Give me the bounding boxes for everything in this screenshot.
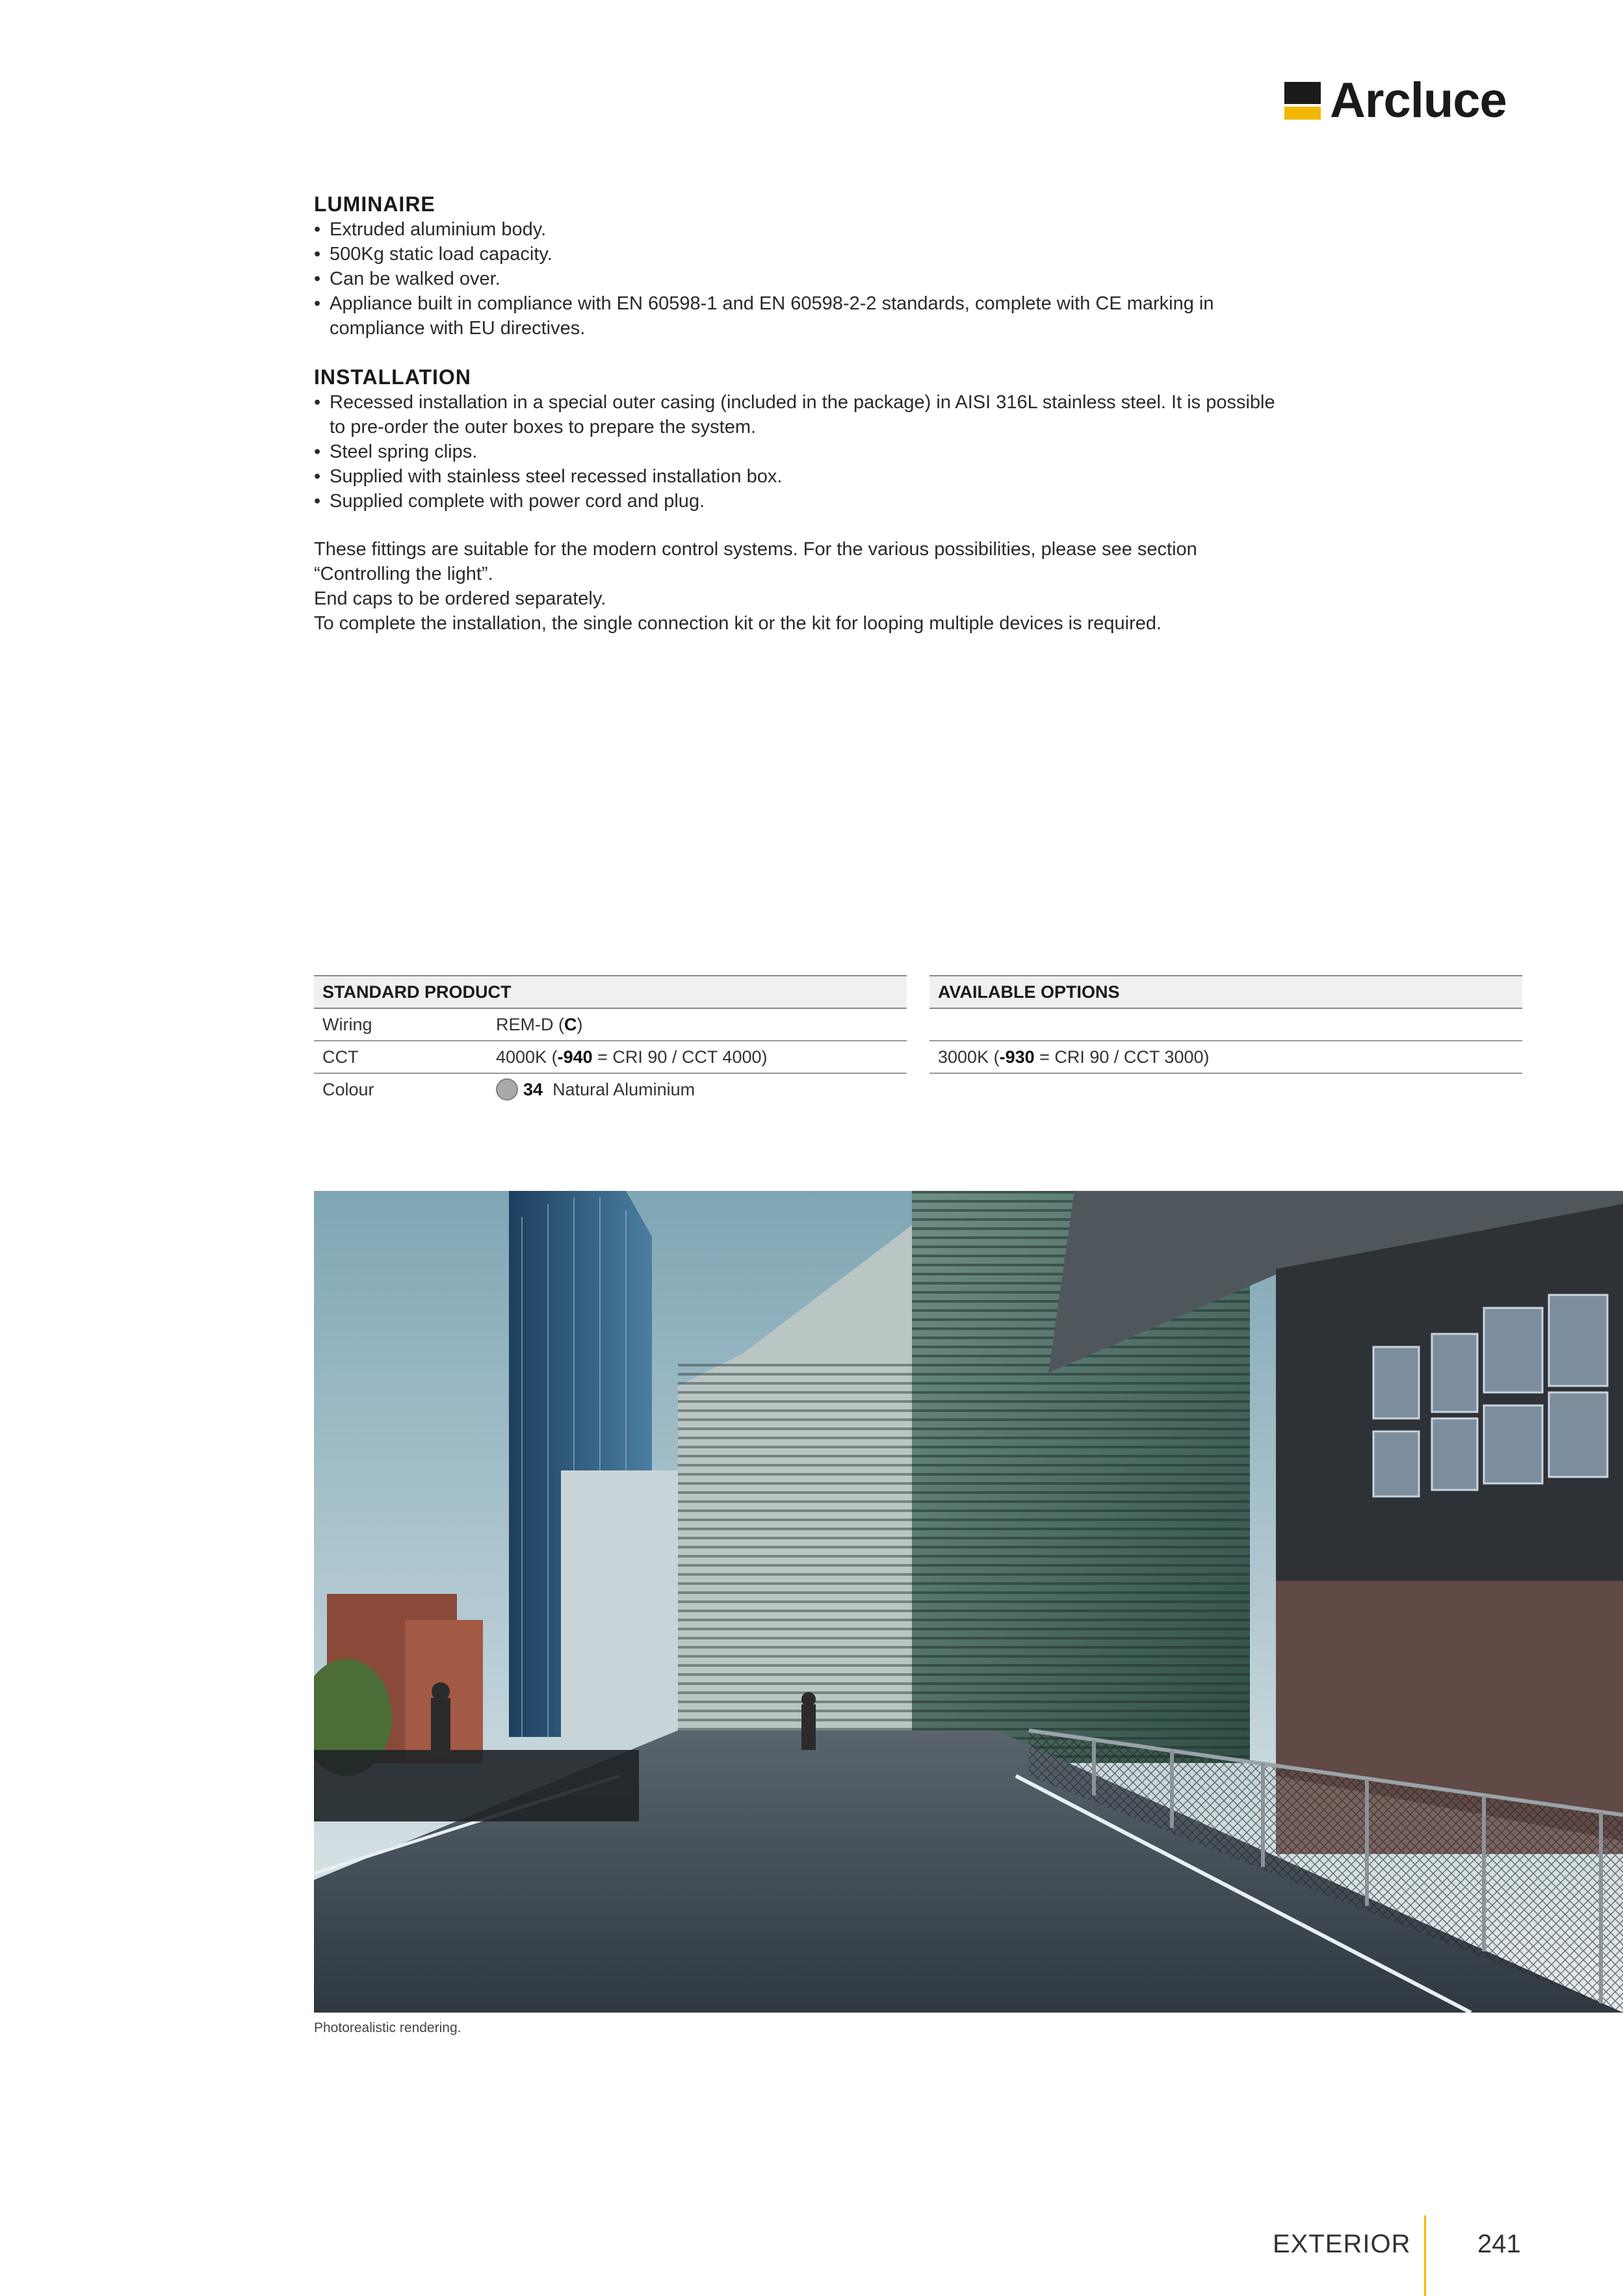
- notes: [314, 537, 1276, 636]
- luminaire-title: LUMINAIRE: [314, 192, 435, 216]
- luminaire-list: [314, 217, 1276, 341]
- available-options-table: [929, 975, 1522, 1074]
- table-row: [314, 1041, 907, 1074]
- brand-name: Arcluce: [1330, 73, 1507, 128]
- wiring-suffix: ): [577, 1015, 583, 1034]
- list-item: • Appliance built in compliance with EN 60598-1 and EN 60598-2-2 standards, complete with CE marking in compliance with EU directives.: [314, 291, 1276, 341]
- footer-divider: [1424, 2215, 1426, 2296]
- wiring-label: Wiring: [322, 1015, 372, 1034]
- colour-swatch-icon: [496, 1078, 518, 1101]
- colour-name: Natural Aluminium: [552, 1080, 695, 1099]
- page-number: 241: [1477, 2230, 1521, 2258]
- list-item: • Supplied complete with power cord and plug.: [314, 489, 1276, 514]
- cct-suffix: = CRI 90 / CCT 4000): [592, 1047, 768, 1067]
- list-item: • Can be walked over.: [314, 267, 1276, 291]
- option-cct-prefix: 3000K (: [938, 1047, 1000, 1067]
- photo-caption: Photorealistic rendering.: [314, 2020, 461, 2035]
- standard-product-title: STANDARD PRODUCT: [314, 975, 907, 1009]
- option-cct-value: [929, 1041, 1522, 1073]
- table-row: [314, 1009, 907, 1041]
- cct-value: [496, 1041, 907, 1073]
- product-photo: [314, 1191, 1623, 2013]
- list-item: • Extruded aluminium body.: [314, 217, 1276, 242]
- table-row: [929, 1009, 1522, 1041]
- installation-title: INSTALLATION: [314, 365, 471, 389]
- product-description: [314, 191, 1276, 636]
- wiring-code: C: [564, 1015, 577, 1034]
- cct-label: CCT: [322, 1047, 359, 1067]
- note-text: To complete the installation, the single connection kit or the kit for looping multiple devices is required.: [314, 613, 1162, 634]
- list-item: • 500Kg static load capacity.: [314, 242, 1276, 267]
- brand-logo: [1284, 72, 1507, 130]
- logo-mark-icon: [1284, 82, 1321, 120]
- list-item: • Recessed installation in a special outer casing (included in the package) in AISI 316L stainless steel. It is possible to pre-order the outer boxes to prepare the system.: [314, 390, 1276, 439]
- wiring-value: [496, 1009, 907, 1040]
- note-text: These fittings are suitable for the modern control systems. For the various possibilities, please see section “Controlling the light”.: [314, 539, 1197, 584]
- installation-list: [314, 390, 1276, 514]
- list-item: • Supplied with stainless steel recessed installation box.: [314, 464, 1276, 489]
- table-row: [929, 1041, 1522, 1074]
- colour-label: Colour: [322, 1080, 374, 1099]
- colour-code: 34: [523, 1080, 543, 1099]
- cct-prefix: 4000K (: [496, 1047, 558, 1067]
- available-options-title: AVAILABLE OPTIONS: [929, 975, 1522, 1009]
- list-item: • Steel spring clips.: [314, 439, 1276, 464]
- option-cct-code: -930: [999, 1047, 1035, 1067]
- colour-value: [496, 1074, 907, 1105]
- footer-section-label: EXTERIOR: [1273, 2230, 1411, 2258]
- standard-product-table: [314, 975, 907, 1105]
- wiring-prefix: REM-D (: [496, 1015, 564, 1034]
- cct-code: -940: [557, 1047, 593, 1067]
- note-text: End caps to be ordered separately.: [314, 588, 606, 609]
- table-row: [314, 1074, 907, 1105]
- option-cct-suffix: = CRI 90 / CCT 3000): [1034, 1047, 1210, 1067]
